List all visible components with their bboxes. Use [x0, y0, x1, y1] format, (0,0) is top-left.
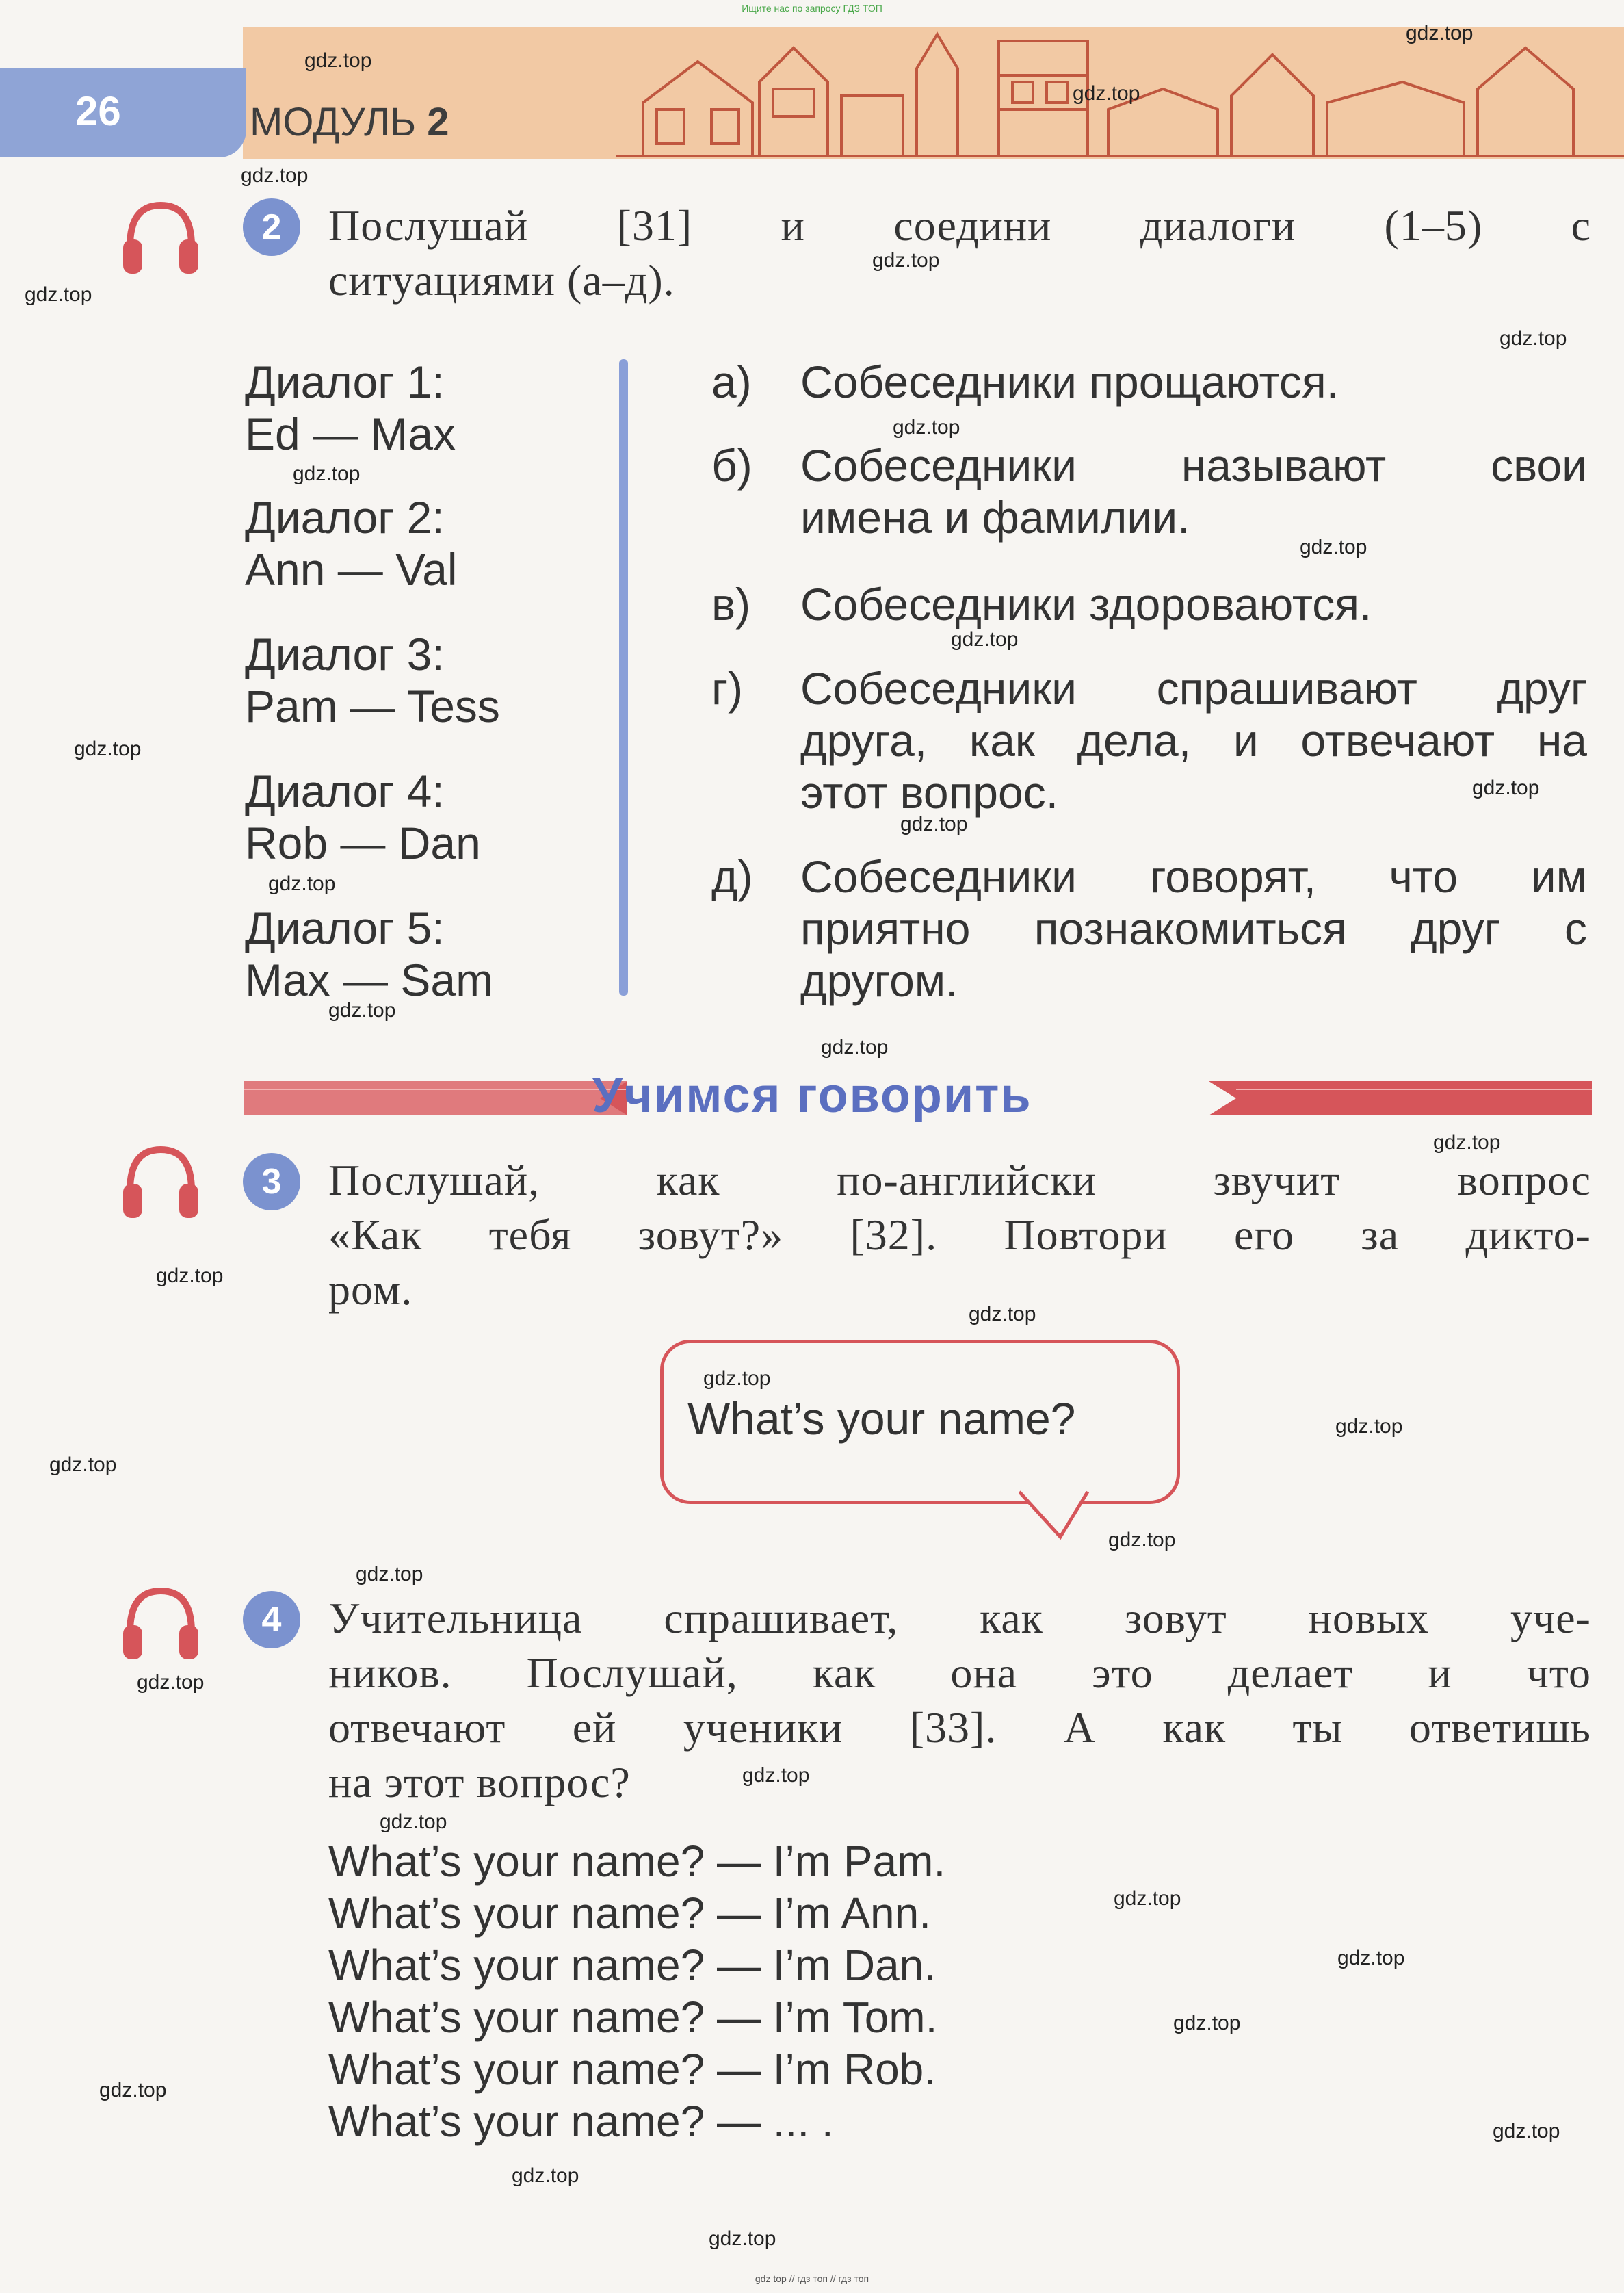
situation-text — [800, 578, 1587, 630]
word: друг — [1411, 903, 1501, 954]
answer-line: What’s your name? — ... . — [328, 2097, 834, 2146]
dialogue-label: Диалог 5: — [245, 903, 445, 953]
task-number-badge: 3 — [243, 1153, 300, 1210]
task4-instruction — [328, 1591, 1591, 1810]
word: Учительница — [328, 1594, 583, 1642]
headphones-icon — [120, 1581, 202, 1663]
section-title: Учимся говорить — [592, 1068, 1032, 1123]
word: Послушай — [328, 201, 529, 250]
watermark: gdz.top — [512, 2164, 579, 2187]
text-line — [328, 253, 1591, 308]
watermark: gdz.top — [1073, 82, 1140, 105]
word: по-английски — [837, 1156, 1097, 1204]
speech-bubble-text: What’s your name? — [687, 1393, 1076, 1444]
word: говорят, — [1149, 851, 1316, 902]
dialogue-item — [245, 491, 458, 595]
dialogue-names: Pam — Tess — [245, 681, 500, 731]
word: делает — [1227, 1648, 1354, 1697]
text-line — [800, 851, 1587, 903]
word: звучит — [1213, 1156, 1341, 1204]
watermark: gdz.top — [137, 1671, 205, 1694]
word: [33]. — [909, 1703, 997, 1752]
situation-text — [800, 356, 1587, 408]
watermark: gdz.top — [893, 416, 960, 439]
word: дела, — [1077, 715, 1192, 766]
watermark: gdz.top — [1499, 327, 1567, 350]
word: как — [1162, 1703, 1227, 1752]
text-line — [328, 198, 1591, 253]
watermark: gdz.top — [1337, 1947, 1405, 1969]
word: она — [950, 1648, 1018, 1697]
module-label: МОДУЛЬ — [250, 100, 417, 144]
dialogue-item — [245, 628, 500, 732]
word: зовут?» — [638, 1210, 784, 1259]
situation-text — [800, 439, 1587, 543]
word: Собеседники — [800, 851, 1077, 902]
text-line — [800, 955, 1587, 1007]
word: как — [656, 1156, 720, 1204]
word: это — [1092, 1648, 1153, 1697]
answer-line: What’s your name? — I’m Rob. — [328, 2045, 937, 2094]
page-number-tab — [0, 68, 246, 157]
text-line — [800, 903, 1587, 955]
word: ответишь — [1409, 1703, 1591, 1752]
situation-letter: а) — [711, 357, 752, 407]
watermark: gdz.top — [304, 49, 372, 72]
word: как — [812, 1648, 876, 1697]
situation-letter: д) — [711, 851, 753, 902]
word: Повтори — [1004, 1210, 1168, 1259]
watermark: gdz.top — [74, 738, 142, 760]
watermark: gdz.top — [1173, 2012, 1241, 2034]
word: на этот вопрос? — [328, 1758, 631, 1806]
word: уче- — [1510, 1594, 1591, 1642]
dialogue-names: Ann — Val — [245, 544, 458, 595]
word: его — [1234, 1210, 1295, 1259]
answer-line: What’s your name? — I’m Ann. — [328, 1889, 931, 1938]
text-line — [328, 1153, 1591, 1208]
text-line — [800, 714, 1587, 766]
watermark: gdz.top — [380, 1811, 447, 1833]
task-number-badge: 4 — [243, 1591, 300, 1648]
word: спрашивают — [1156, 663, 1417, 714]
word: дикто- — [1465, 1210, 1591, 1259]
watermark: gdz.top — [356, 1563, 423, 1585]
word: свои — [1491, 440, 1587, 491]
watermark: gdz.top — [1433, 1131, 1501, 1154]
word: ников. — [328, 1648, 452, 1697]
dialogue-label: Диалог 3: — [245, 629, 445, 679]
answer-line: What’s your name? — I’m Pam. — [328, 1837, 946, 1886]
word: им — [1530, 851, 1587, 902]
word: тебя — [488, 1210, 572, 1259]
text-line — [800, 662, 1587, 714]
word: вопрос — [1456, 1156, 1591, 1204]
word: как — [969, 715, 1035, 766]
text-line — [800, 491, 1587, 543]
watermark: gdz.top — [1300, 536, 1367, 558]
word: друг — [1497, 663, 1587, 714]
word: Собеседники — [800, 440, 1077, 491]
text-line — [800, 766, 1587, 818]
word: Собеседники здороваются. — [800, 579, 1372, 630]
word: приятно — [800, 903, 971, 954]
text-line — [328, 1262, 1591, 1317]
dialogue-names: Rob — Dan — [245, 818, 481, 868]
speech-bubble-tail — [1019, 1489, 1101, 1540]
text-line — [328, 1755, 1591, 1810]
watermark: gdz.top — [703, 1367, 771, 1390]
text-line — [800, 439, 1587, 491]
word: Послушай, — [328, 1156, 540, 1204]
situation-letter: г) — [711, 663, 744, 714]
watermark: gdz.top — [241, 164, 309, 187]
module-title — [250, 99, 449, 145]
module-number: 2 — [427, 100, 449, 144]
watermark: gdz.top — [1472, 777, 1540, 799]
situation-text — [800, 662, 1587, 818]
text-line — [328, 1208, 1591, 1262]
word: друга, — [800, 715, 928, 766]
word: отвечают — [328, 1703, 506, 1752]
word: [32]. — [850, 1210, 938, 1259]
answer-line: What’s your name? — I’m Tom. — [328, 1993, 938, 2042]
watermark: gdz.top — [951, 628, 1019, 651]
word: Собеседники прощаются. — [800, 357, 1339, 407]
dialogue-label: Диалог 4: — [245, 766, 445, 816]
dialogue-names: Ed — Max — [245, 409, 456, 459]
word: отвечают — [1300, 715, 1495, 766]
word: с — [1571, 201, 1591, 250]
task-number-badge: 2 — [243, 198, 300, 256]
page-number: 26 — [75, 88, 121, 134]
word: за — [1361, 1210, 1400, 1259]
word: имена и фамилии. — [800, 492, 1190, 543]
word: и — [1428, 1648, 1452, 1697]
word: называют — [1181, 440, 1387, 491]
word: «Как — [328, 1210, 423, 1259]
word: ей — [572, 1703, 617, 1752]
dialogue-item — [245, 765, 481, 869]
watermark: gdz.top — [709, 2227, 776, 2250]
watermark: gdz.top — [1493, 2120, 1560, 2142]
watermark: gdz.top — [156, 1265, 224, 1287]
word: [31] — [616, 201, 693, 250]
word: что — [1389, 851, 1458, 902]
text-line — [800, 356, 1587, 408]
word: этот вопрос. — [800, 767, 1059, 818]
watermark: gdz.top — [742, 1764, 810, 1787]
watermark: gdz.top — [25, 283, 92, 306]
word: что — [1526, 1648, 1591, 1697]
watermark: gdz.top — [1406, 22, 1474, 44]
text-line — [800, 578, 1587, 630]
word: с — [1564, 903, 1587, 954]
word: и — [1233, 715, 1259, 766]
watermark: gdz.top — [900, 813, 968, 835]
task2-instruction — [328, 198, 1591, 308]
dialogue-label: Диалог 2: — [245, 492, 445, 543]
watermark: gdz.top — [49, 1453, 117, 1476]
word: ром. — [328, 1265, 413, 1314]
word: спрашивает, — [664, 1594, 899, 1642]
watermark: gdz.top — [1335, 1415, 1403, 1438]
word: Собеседники — [800, 663, 1077, 714]
word: соедини — [893, 201, 1052, 250]
word: ученики — [683, 1703, 843, 1752]
word: как — [980, 1594, 1043, 1642]
word: познакомиться — [1034, 903, 1347, 954]
word: на — [1536, 715, 1587, 766]
watermark: gdz.top — [328, 999, 396, 1022]
text-line — [328, 1700, 1591, 1755]
footer-note: gdz top // гдз топ // гдз топ — [755, 2273, 869, 2284]
word: другом. — [800, 955, 958, 1006]
word: и — [781, 201, 805, 250]
watermark: gdz.top — [268, 872, 336, 895]
word: А — [1063, 1703, 1096, 1752]
word: (1–5) — [1384, 201, 1483, 250]
dialogue-names: Max — Sam — [245, 955, 494, 1005]
word: зовут — [1124, 1594, 1227, 1642]
word: Послушай, — [526, 1648, 738, 1697]
dialogue-item — [245, 356, 456, 460]
watermark: gdz.top — [821, 1036, 889, 1059]
watermark: gdz.top — [1108, 1529, 1176, 1551]
answer-line: What’s your name? — I’m Dan. — [328, 1941, 937, 1990]
watermark: gdz.top — [1114, 1887, 1181, 1910]
watermark: gdz.top — [969, 1303, 1036, 1325]
top-note: Ищите нас по запросу ГДЗ ТОП — [742, 3, 882, 14]
text-line — [328, 1591, 1591, 1646]
task3-instruction — [328, 1153, 1591, 1317]
word: ты — [1292, 1703, 1343, 1752]
page-header — [0, 0, 1624, 159]
text-line — [328, 1646, 1591, 1700]
watermark: gdz.top — [872, 249, 940, 272]
situation-letter: б) — [711, 440, 752, 491]
situation-letter: в) — [711, 579, 751, 630]
dialogue-item — [245, 902, 493, 1006]
column-divider — [619, 359, 628, 996]
dialogue-label: Диалог 1: — [245, 357, 445, 407]
word: новых — [1308, 1594, 1430, 1642]
word: ситуациями (а–д). — [328, 256, 675, 305]
watermark: gdz.top — [293, 463, 361, 485]
watermark: gdz.top — [99, 2079, 167, 2101]
situation-text — [800, 851, 1587, 1007]
word: диалоги — [1140, 201, 1296, 250]
headphones-icon — [120, 1139, 202, 1221]
headphones-icon — [120, 195, 202, 277]
